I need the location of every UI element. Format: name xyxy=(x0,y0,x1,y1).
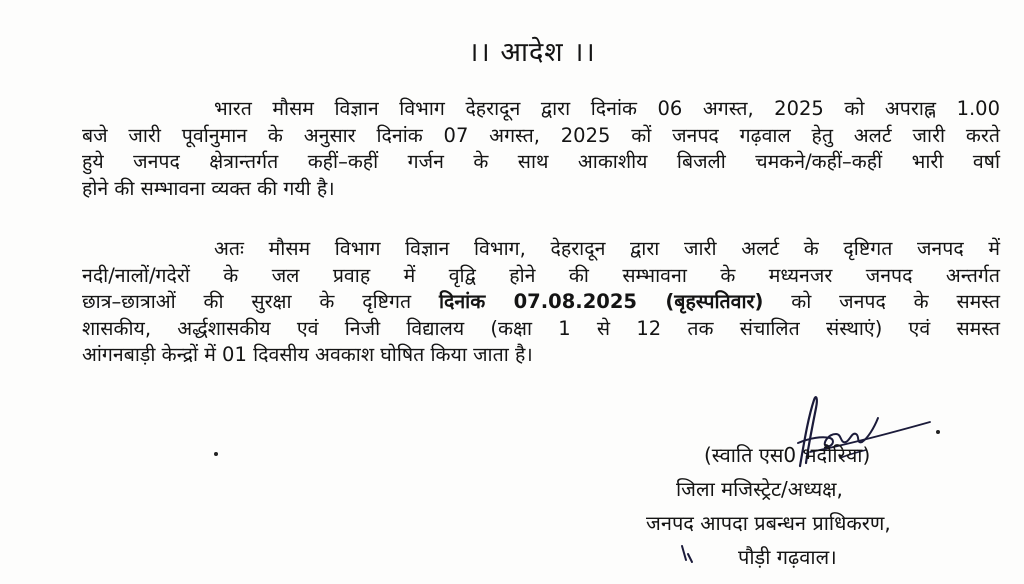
paragraph-forecast xyxy=(82,96,1000,202)
handwritten-mark xyxy=(676,540,702,566)
paragraph-line: हुये जनपद क्षेत्रान्तर्गत कहीं–कहीं गर्जन के साथ आकाशीय बिजली चमकने/कहीं–कहीं भारी वर्षा xyxy=(82,150,1000,173)
paragraph-line: अतः मौसम विभाग विज्ञान विभाग, देहरादून द्वारा जारी अलर्ट के दृष्टिगत जनपद में xyxy=(214,237,1000,260)
paragraph-line: भारत मौसम विज्ञान विभाग देहरादून द्वारा दिनांक 06 अगस्त, 2025 को अपराह्न 1.00 xyxy=(214,97,1000,120)
paragraph-text: को जनपद के समस्त xyxy=(763,290,1000,313)
signatory-authority: जनपद आपदा प्रबन्धन प्राधिकरण, xyxy=(646,511,891,535)
document-title: ।। आदेश ।। xyxy=(468,37,596,68)
paragraph-line: होने की सम्भावना व्यक्त की गयी है। xyxy=(82,176,335,200)
paragraph-line: नदी/नालों/गदेरों के जल प्रवाह में वृद्वि होने की सम्भावना के मध्यनजर जनपद अन्तर्गत xyxy=(82,263,1000,287)
paragraph-line-date xyxy=(82,289,1000,316)
signatory-designation: जिला मजिस्ट्रेट/अध्यक्ष, xyxy=(676,477,843,501)
paragraph-line: आंगनबाड़ी केन्द्रों में 01 दिवसीय अवकाश घोषित किया जाता है। xyxy=(82,343,533,366)
signatory-location: पौड़ी गढ़वाल। xyxy=(738,545,837,569)
paragraph-line: शासकीय, अर्द्धशासकीय एवं निजी विद्यालय (कक्षा 1 से 12 तक संचालित संस्थाएं) एवं समस्त xyxy=(82,316,1000,340)
signatory-name: (स्वाति एस0 भदौरिया) xyxy=(704,443,871,467)
paragraph-line: बजे जारी पूर्वानुमान के अनुसार दिनांक 07 अगस्त, 2025 कों जनपद गढ़वाल हेतु अलर्ट जारी करते xyxy=(82,123,1000,147)
paragraph-text: छात्र–छात्राओं की सुरक्षा के दृष्टिगत xyxy=(82,290,439,313)
ink-dot xyxy=(936,430,940,434)
holiday-date: दिनांक 07.08.2025 (बृहस्पतिवार) xyxy=(438,290,764,313)
paragraph-holiday-order xyxy=(82,236,1000,369)
ink-dot xyxy=(214,452,218,456)
